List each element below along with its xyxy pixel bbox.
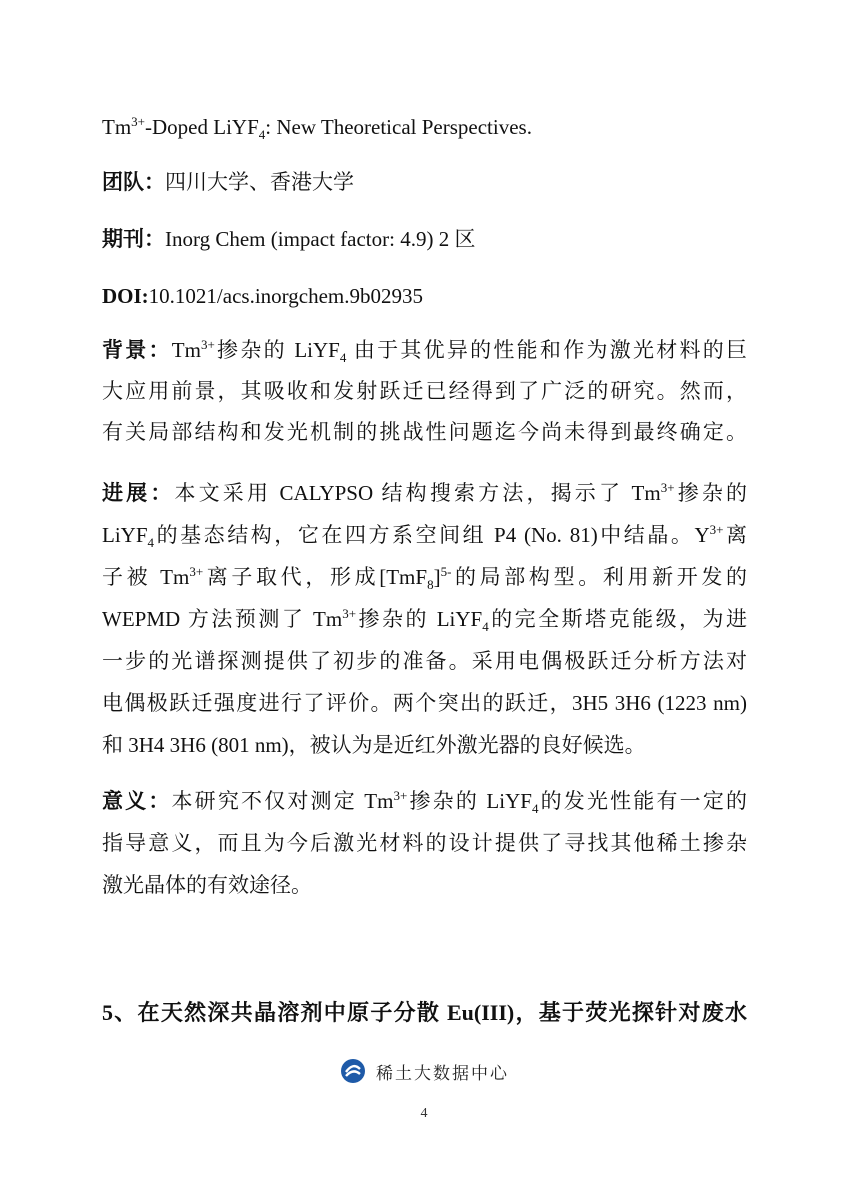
- significance-line-2: 指导意义，而且为今后激光材料的设计提供了寻找其他稀土掺杂: [102, 831, 747, 855]
- background-line-1: 背景：$Tm^{3+}$掺杂的 LiYF$_4$ 由于其优异的性能和作为激光材料的巨: [102, 337, 748, 366]
- rare-earth-logo-icon: [340, 1058, 366, 1084]
- progress-line-3: 子被 $Tm^{3+}$离子取代，形成$[TmF_8]^{5-}$的局部构型。利用新开发的: [102, 564, 747, 593]
- progress-line-7: 和 3H4 3H6 (801 nm)，被认为是近红外激光器的良好候选。: [102, 733, 646, 757]
- footer-logo: [340, 1058, 509, 1084]
- section-5-heading: 5、在天然深共晶溶剂中原子分散 Eu(III)，基于荧光探针对废水: [102, 1000, 747, 1025]
- progress-line-5: 一步的光谱探测提供了初步的准备。采用电偶极跃迁分析方法对: [102, 649, 747, 673]
- page-number: 4: [420, 1106, 428, 1121]
- progress-line-1: 进展：本文采用 CALYPSO 结构搜索方法，揭示了 $Tm^{3+}$掺杂的: [102, 480, 748, 505]
- background-line-2: 大应用前景，其吸收和发射跃迁已经得到了广泛的研究。然而，: [102, 379, 747, 403]
- progress-line-2: LiYF$_4$的基态结构，它在四方系空间组 P4 (No. 81)中结晶。$Y^{3+}$离: [102, 522, 748, 551]
- footer-brand-text: 稀土大数据中心: [376, 1063, 509, 1084]
- progress-line-4: WEPMD 方法预测了 $Tm^{3+}$掺杂的 LiYF$_4$的完全斯塔克能级，为进: [102, 606, 748, 635]
- team-line: 团队：四川大学、香港大学: [102, 170, 354, 194]
- title-continuation: $Tm^{3+}$-Doped LiYF$_4$: New Theoretical Perspectives.: [102, 114, 532, 143]
- background-line-3: 有关局部结构和发光机制的挑战性问题迄今尚未得到最终确定。: [102, 420, 747, 444]
- progress-line-6: 电偶极跃迁强度进行了评价。两个突出的跃迁，3H5 3H6 (1223 nm): [102, 691, 747, 715]
- significance-line-1: 意义：本研究不仅对测定 $Tm^{3+}$掺杂的 LiYF$_4$的发光性能有一定的: [102, 788, 747, 817]
- journal-line: 期刊：Inorg Chem (impact factor: 4.9) 2 区: [102, 227, 476, 251]
- doi-line: DOI:10.1021/acs.inorgchem.9b02935: [102, 284, 423, 308]
- significance-line-3: 激光晶体的有效途径。: [102, 873, 312, 897]
